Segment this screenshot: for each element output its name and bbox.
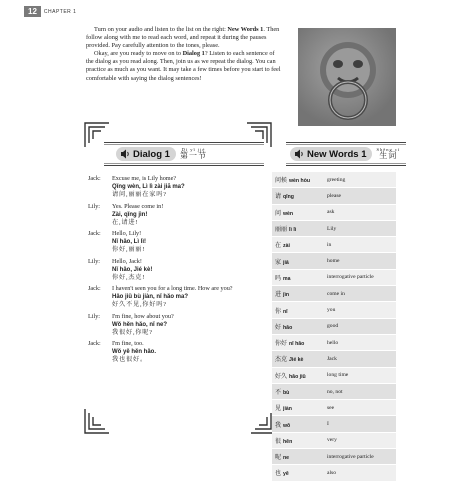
dialog-turn	[88, 175, 258, 200]
table-row	[272, 188, 396, 204]
intro-paragraph-1: Turn on your audio and listen to the list on the right: New Words 1. Then follow along with me to read each word, and repeat it during the pauses provided. Pay carefully attention to the tones, please.	[86, 26, 280, 50]
word-pinyin: hǎo jiǔ	[289, 373, 306, 380]
page-header	[24, 6, 76, 17]
chinese-line: 好久不见,你好吗?	[112, 301, 167, 308]
dialog-turn	[88, 285, 258, 310]
word-meaning: I	[324, 416, 396, 432]
pinyin-line: Nǐ hǎo, Jié kè!	[112, 266, 153, 273]
word-chinese: 你好	[275, 341, 288, 348]
word-pinyin: ma	[283, 275, 291, 282]
chinese-line: 我很好,你呢?	[112, 328, 153, 336]
speaker-name: Lily:	[88, 312, 101, 320]
table-row	[272, 172, 396, 188]
new-words-title: New Words 1	[307, 148, 367, 160]
word-pinyin: jiā	[283, 259, 289, 266]
word-chinese: 问候	[275, 178, 288, 185]
table-row	[272, 383, 396, 399]
table-row	[272, 220, 396, 236]
chinese-line: 你好,丽丽!	[112, 246, 146, 253]
page-number: 12	[24, 6, 41, 17]
table-row	[272, 334, 396, 350]
word-meaning: home	[324, 253, 396, 269]
dialog-turn	[88, 258, 258, 283]
dialog-audio-button[interactable]	[116, 147, 176, 161]
intro-paragraph-2: Okay, are you ready to move on to Dialog 1? Listen to each sentence of the dialog as you read along. Then, join us as we repeat the dialog. You can practice as much as you want. It may take a few times before you start to feel comfortable with saying the dialog sentences!	[86, 50, 281, 82]
table-row	[272, 449, 396, 465]
word-chinese: 好	[275, 324, 282, 331]
word-pinyin: jìn	[283, 292, 290, 299]
english-line: I'm fine, too.	[112, 340, 144, 347]
word-meaning: please	[324, 188, 396, 204]
new-words-banner	[286, 142, 406, 166]
table-row	[272, 351, 396, 367]
word-chinese: 杰克	[275, 357, 288, 364]
dialog-title: Dialog 1	[133, 148, 170, 160]
word-meaning: hello	[324, 334, 396, 350]
word-pinyin: bù	[283, 390, 290, 396]
word-pinyin: lì lì	[289, 227, 297, 234]
dialog-banner	[104, 142, 264, 166]
word-chinese: 吗	[275, 275, 282, 282]
word-chinese: 你	[275, 308, 282, 315]
dialog-turn	[88, 313, 258, 338]
word-chinese: 好久	[275, 373, 288, 380]
word-pinyin: wǒ	[283, 422, 291, 429]
word-pinyin: wèn hòu	[289, 178, 311, 185]
word-pinyin: ne	[283, 455, 290, 462]
word-chinese: 也	[275, 471, 282, 478]
chinese-line: 在,请进!	[112, 218, 139, 226]
table-row	[272, 400, 396, 416]
dialog-transcript	[88, 175, 258, 368]
speaker-name: Jack:	[88, 285, 101, 292]
speaker-name: Lily:	[88, 202, 101, 210]
word-meaning: greeting	[324, 172, 396, 188]
word-meaning: Jack	[324, 351, 396, 367]
word-meaning: long time	[324, 367, 396, 383]
speaker-name: Jack:	[88, 175, 101, 182]
word-meaning: you	[324, 302, 396, 318]
word-chinese: 很	[275, 438, 282, 445]
table-row	[272, 367, 396, 383]
english-line: I haven't seen you for a long time. How are you?	[112, 285, 233, 292]
new-words-chinese-title: Shēng cí 生词	[376, 146, 401, 161]
table-row	[272, 286, 396, 302]
table-row	[272, 416, 396, 432]
word-meaning: interrogative particle	[324, 269, 396, 285]
speaker-name: Jack:	[88, 230, 101, 237]
speaker-name: Lily:	[88, 257, 101, 265]
vocabulary-table	[272, 172, 396, 482]
pinyin-line: Hǎo jiǔ bù jiàn, nǐ hǎo ma?	[112, 294, 189, 300]
word-meaning: Lily	[324, 220, 396, 236]
word-pinyin: jiàn	[283, 406, 292, 413]
word-pinyin: zài	[283, 243, 290, 250]
word-meaning: also	[324, 465, 396, 481]
table-row	[272, 269, 396, 285]
pinyin-line: Nǐ hǎo, Lì lì!	[112, 239, 146, 245]
word-pinyin: yě	[283, 471, 289, 478]
table-row	[272, 465, 396, 481]
english-line: Excuse me, is Lily home?	[112, 175, 177, 182]
pinyin-line: Wǒ hěn hǎo, nǐ ne?	[112, 321, 167, 328]
word-pinyin: Jié kè	[289, 357, 304, 364]
corner-ornament-icon	[84, 408, 110, 434]
new-words-audio-button[interactable]	[290, 147, 372, 161]
pinyin-line: Qǐng wèn, Lì lì zài jiā ma?	[112, 184, 185, 190]
word-meaning: come in	[324, 286, 396, 302]
word-pinyin: wèn	[283, 210, 294, 217]
word-meaning: ask	[324, 204, 396, 220]
table-row	[272, 302, 396, 318]
pinyin-line: Zài, qǐng jìn!	[112, 211, 148, 218]
dialog-turn	[88, 203, 258, 228]
word-meaning: no, not	[324, 383, 396, 399]
chinese-line: 你好,杰克!	[112, 273, 146, 281]
word-meaning: very	[324, 432, 396, 448]
word-meaning: see	[324, 400, 396, 416]
english-line: Hello, Jack!	[112, 257, 142, 265]
speaker-icon	[119, 148, 131, 160]
table-row	[272, 237, 396, 253]
chinese-line: 请问,丽丽在家吗?	[112, 191, 167, 198]
word-chinese: 见	[275, 406, 282, 413]
word-chinese: 请	[275, 194, 282, 201]
dialog-chinese-title: Dì yī jié 第一节	[179, 146, 207, 161]
chapter-label: CHAPTER 1	[43, 8, 77, 15]
dialog-turn	[88, 340, 258, 365]
english-line: Hello, Lily!	[112, 230, 142, 237]
chinese-line: 我也很好。	[112, 356, 147, 363]
word-chinese: 呢	[275, 455, 282, 462]
word-chinese: 问	[275, 210, 282, 217]
dialog-turn	[88, 230, 258, 255]
table-row	[272, 318, 396, 334]
word-pinyin: hǎo	[283, 324, 293, 331]
word-chinese: 家	[275, 259, 282, 266]
pinyin-line: Wǒ yě hěn hǎo.	[112, 349, 157, 355]
table-row	[272, 432, 396, 448]
table-row	[272, 253, 396, 269]
speaker-name: Jack:	[88, 340, 101, 347]
word-pinyin: qǐng	[283, 194, 294, 201]
speaker-icon	[293, 148, 305, 160]
word-meaning: interrogative particle	[324, 449, 396, 465]
word-chinese: 丽丽	[275, 227, 288, 234]
english-line: Yes. Please come in!	[112, 202, 164, 210]
lion-door-knocker-photo	[298, 28, 396, 126]
intro-text	[86, 26, 282, 83]
word-chinese: 我	[275, 422, 282, 429]
word-pinyin: nǐ	[283, 308, 288, 315]
table-row	[272, 204, 396, 220]
english-line: I'm fine, how about you?	[112, 312, 174, 320]
word-pinyin: nǐ hǎo	[289, 341, 305, 348]
word-meaning: in	[324, 237, 396, 253]
word-meaning: good	[324, 318, 396, 334]
word-chinese: 在	[275, 243, 282, 250]
word-pinyin: hěn	[283, 438, 293, 445]
word-chinese: 进	[275, 292, 282, 299]
word-chinese: 不	[275, 390, 282, 396]
